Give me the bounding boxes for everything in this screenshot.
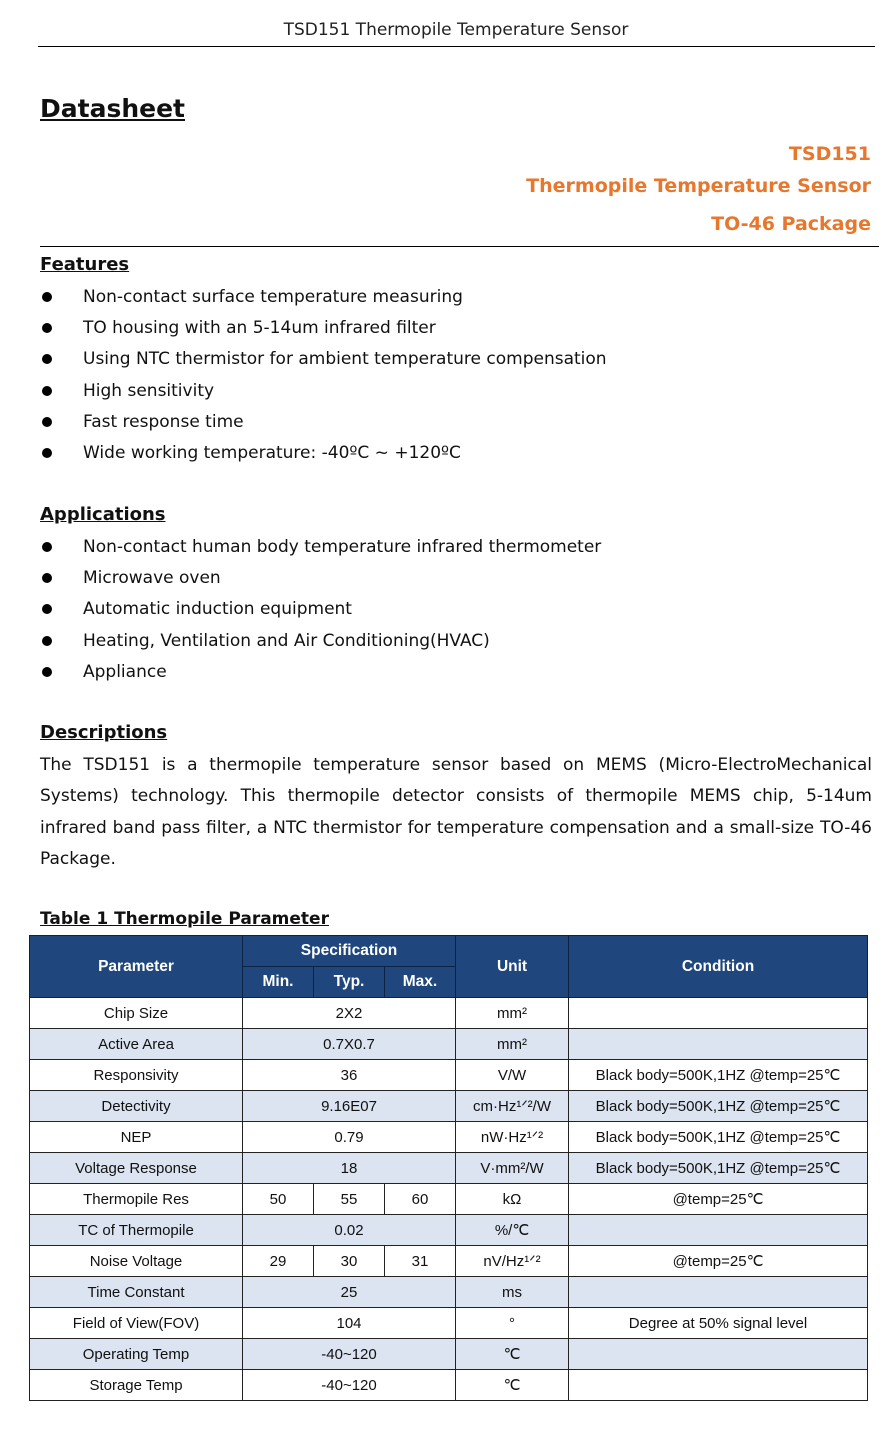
section-divider [40, 246, 879, 247]
cell-parameter: TC of Thermopile [30, 1215, 243, 1246]
table-row [30, 1029, 868, 1060]
table-title: Table 1 Thermopile Parameter [40, 909, 329, 929]
cell-parameter: Field of View(FOV) [30, 1308, 243, 1339]
bullet-icon [42, 386, 52, 396]
table-row [30, 1339, 868, 1370]
cell-condition: Black body=500K,1HZ @temp=25℃ [569, 1122, 868, 1153]
cell-parameter: Responsivity [30, 1060, 243, 1091]
cell-condition: Black body=500K,1HZ @temp=25℃ [569, 1153, 868, 1184]
cell-condition: @temp=25℃ [569, 1246, 868, 1277]
cell-condition [569, 1029, 868, 1060]
product-model: TSD151 [788, 143, 871, 165]
features-title: Features [40, 254, 130, 275]
bullet-icon [42, 604, 52, 614]
cell-typ: 55 [314, 1184, 385, 1215]
parameter-table [29, 935, 868, 1401]
header-parameter: Parameter [30, 936, 243, 998]
list-item: Heating, Ventilation and Air Conditioning(HVAC) [40, 625, 601, 656]
bullet-icon [42, 636, 52, 646]
cell-typ: 104 [243, 1308, 456, 1339]
table-row [30, 1122, 868, 1153]
bullet-icon [42, 354, 52, 364]
table-row [30, 1060, 868, 1091]
list-item: Microwave oven [40, 562, 601, 593]
table-row [30, 1277, 868, 1308]
cell-unit: ms [456, 1277, 569, 1308]
header-condition: Condition [569, 936, 868, 998]
cell-unit: mm² [456, 1029, 569, 1060]
header-typ: Typ. [314, 967, 385, 998]
applications-title: Applications [40, 504, 166, 525]
list-item: Using NTC thermistor for ambient temperature compensation [40, 344, 607, 375]
cell-unit: cm·Hz¹ᐟ²/W [456, 1091, 569, 1122]
product-package: TO-46 Package [711, 213, 871, 235]
cell-max: 60 [385, 1184, 456, 1215]
bullet-icon [42, 667, 52, 677]
document-heading: Datasheet [40, 94, 185, 123]
cell-condition [569, 1370, 868, 1401]
applications-list [40, 531, 601, 687]
bullet-icon [42, 573, 52, 583]
cell-parameter: Active Area [30, 1029, 243, 1060]
cell-typ: 18 [243, 1153, 456, 1184]
cell-unit: %/℃ [456, 1215, 569, 1246]
list-item: Appliance [40, 656, 601, 687]
cell-max: 31 [385, 1246, 456, 1277]
list-item: TO housing with an 5-14um infrared filter [40, 312, 607, 343]
description-text: The TSD151 is a thermopile temperature sensor based on MEMS (Micro-ElectroMechanical Systems) technology. This thermopile detector consists of thermopile MEMS chip, 5-14um infrared band pass filter, a NTC thermistor for temperature compensation and a small-size TO-46 Package. [40, 755, 872, 869]
cell-condition: @temp=25℃ [569, 1184, 868, 1215]
header-title: TSD151 Thermopile Temperature Sensor [283, 20, 629, 40]
header-divider [38, 46, 875, 47]
cell-unit: nV/Hz¹ᐟ² [456, 1246, 569, 1277]
table-row [30, 1246, 868, 1277]
cell-typ: 30 [314, 1246, 385, 1277]
cell-parameter: Operating Temp [30, 1339, 243, 1370]
bullet-icon [42, 542, 52, 552]
cell-typ: 36 [243, 1060, 456, 1091]
features-list [40, 281, 607, 469]
cell-unit: ° [456, 1308, 569, 1339]
cell-unit: ℃ [456, 1370, 569, 1401]
table-row [30, 1184, 868, 1215]
cell-parameter: Storage Temp [30, 1370, 243, 1401]
list-item: Automatic induction equipment [40, 594, 601, 625]
list-item: Non-contact human body temperature infrared thermometer [40, 531, 601, 562]
cell-unit: mm² [456, 998, 569, 1029]
cell-typ: 0.02 [243, 1215, 456, 1246]
cell-typ: 0.7X0.7 [243, 1029, 456, 1060]
cell-condition: Black body=500K,1HZ @temp=25℃ [569, 1091, 868, 1122]
list-item: Fast response time [40, 406, 607, 437]
descriptions-title: Descriptions [40, 722, 168, 743]
list-item: Non-contact surface temperature measuring [40, 281, 607, 312]
bullet-icon [42, 448, 52, 458]
cell-parameter: Time Constant [30, 1277, 243, 1308]
cell-condition [569, 1215, 868, 1246]
table-row [30, 1370, 868, 1401]
cell-min: 29 [243, 1246, 314, 1277]
cell-condition [569, 998, 868, 1029]
product-name: Thermopile Temperature Sensor [526, 175, 871, 197]
header-min: Min. [243, 967, 314, 998]
cell-typ: 2X2 [243, 998, 456, 1029]
cell-typ: 9.16E07 [243, 1091, 456, 1122]
cell-parameter: Detectivity [30, 1091, 243, 1122]
header-max: Max. [385, 967, 456, 998]
cell-typ: 0.79 [243, 1122, 456, 1153]
bullet-icon [42, 292, 52, 302]
header-specification: Specification [243, 936, 456, 967]
cell-condition: Black body=500K,1HZ @temp=25℃ [569, 1060, 868, 1091]
bullet-icon [42, 323, 52, 333]
table-row [30, 1308, 868, 1339]
cell-parameter: Noise Voltage [30, 1246, 243, 1277]
bullet-icon [42, 417, 52, 427]
cell-condition [569, 1277, 868, 1308]
cell-typ: -40~120 [243, 1370, 456, 1401]
table-row [30, 1091, 868, 1122]
header-unit: Unit [456, 936, 569, 998]
cell-typ: 25 [243, 1277, 456, 1308]
cell-unit: kΩ [456, 1184, 569, 1215]
cell-unit: nW·Hz¹ᐟ² [456, 1122, 569, 1153]
cell-unit: ℃ [456, 1339, 569, 1370]
cell-parameter: Chip Size [30, 998, 243, 1029]
list-item: Wide working temperature: -40ºC ~ +120ºC [40, 437, 607, 468]
cell-min: 50 [243, 1184, 314, 1215]
cell-parameter: NEP [30, 1122, 243, 1153]
cell-parameter: Voltage Response [30, 1153, 243, 1184]
table-row [30, 1215, 868, 1246]
table-row [30, 1153, 868, 1184]
table-row [30, 998, 868, 1029]
cell-condition [569, 1339, 868, 1370]
cell-unit: V/W [456, 1060, 569, 1091]
cell-parameter: Thermopile Res [30, 1184, 243, 1215]
table-body [30, 998, 868, 1401]
list-item: High sensitivity [40, 375, 607, 406]
cell-typ: -40~120 [243, 1339, 456, 1370]
cell-unit: V·mm²/W [456, 1153, 569, 1184]
cell-condition: Degree at 50% signal level [569, 1308, 868, 1339]
